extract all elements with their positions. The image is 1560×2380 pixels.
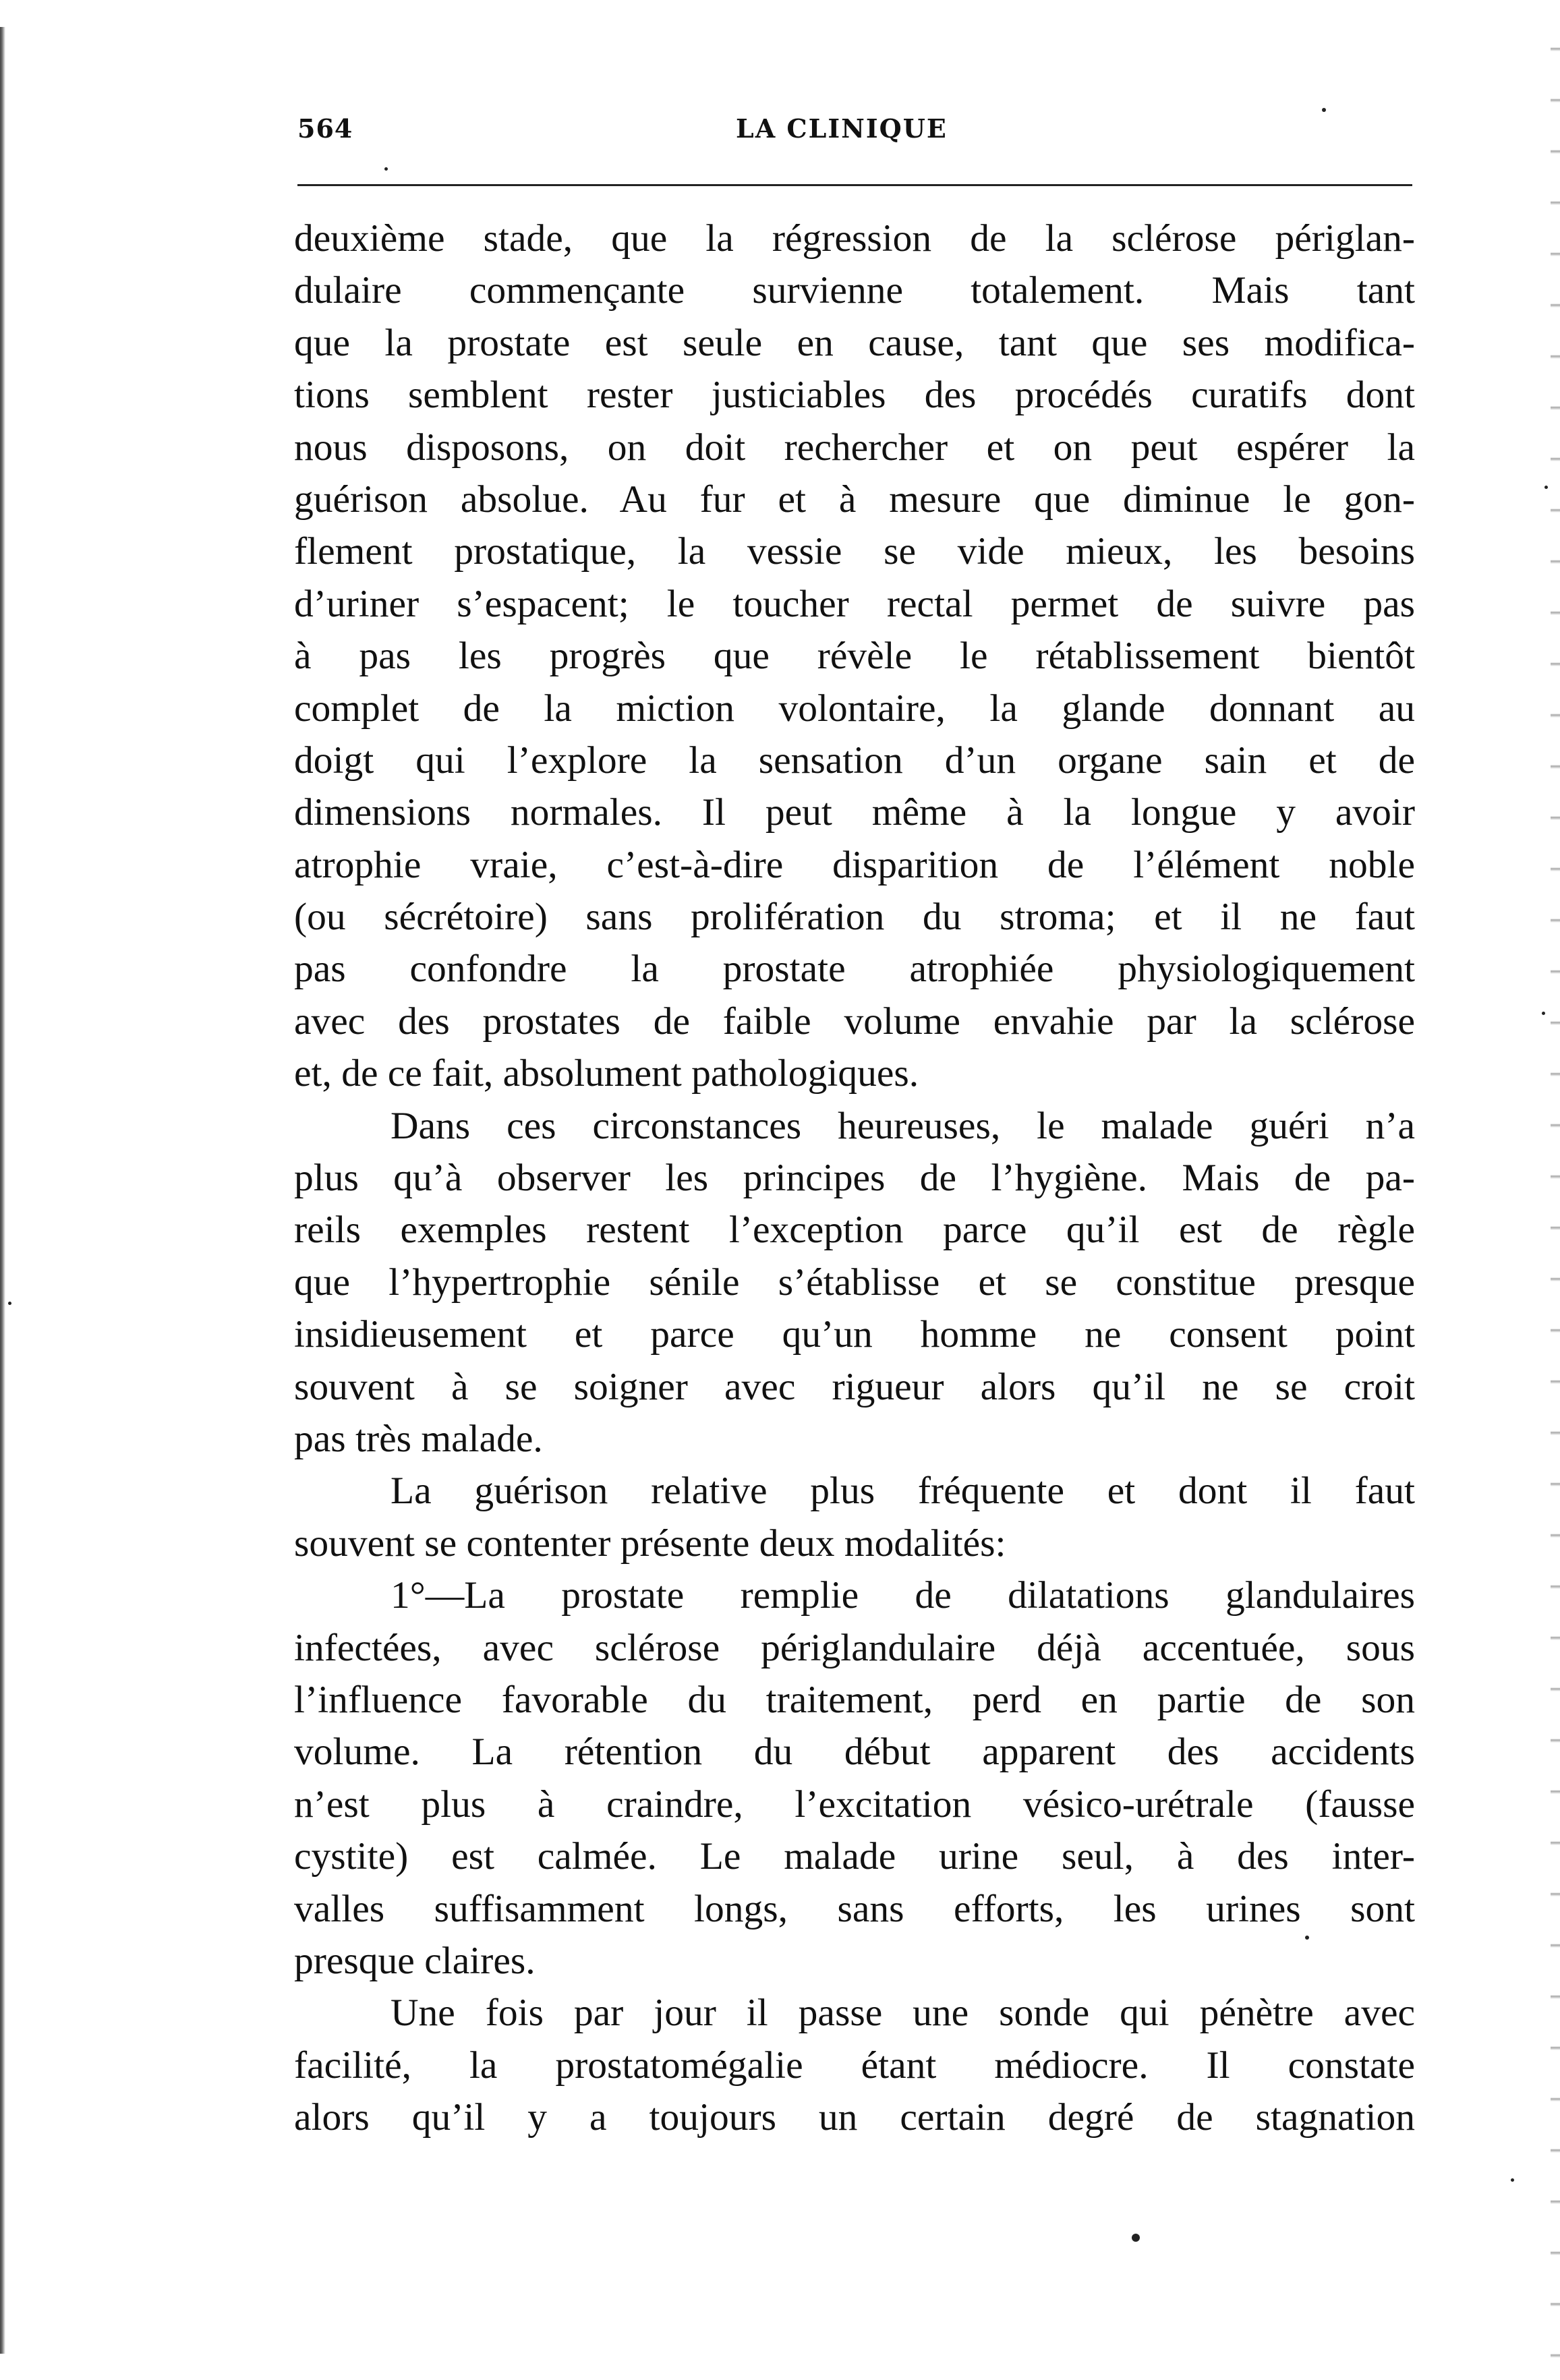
- text-line: insidieusement et parce qu’un homme ne consent point: [294, 1313, 1415, 1356]
- text-line: guérison absolue. Au fur et à mesure que diminue le gon-: [294, 477, 1415, 521]
- text-line: dulaire commençante survienne totalement. Mais tant: [294, 269, 1415, 312]
- text-line: d’uriner s’espacent; le toucher rectal permet de suivre pas: [294, 582, 1415, 625]
- ink-speck: [1322, 108, 1326, 112]
- text-line: complet de la miction volontaire, la glande donnant au: [294, 687, 1415, 730]
- text-line: dimensions normales. Il peut même à la longue y avoir: [294, 791, 1415, 834]
- page-number: 564: [297, 113, 353, 144]
- text-line: deuxième stade, que la régression de la sclérose périglan-: [294, 217, 1415, 260]
- text-line: l’influence favorable du traitement, perd en partie de son: [294, 1678, 1415, 1721]
- text-line: 1°—La prostate remplie de dilatations glandulaires: [391, 1574, 1415, 1617]
- header-rule: [297, 184, 1412, 186]
- text-line: tions semblent rester justiciables des procédés curatifs dont: [294, 374, 1415, 417]
- binding-shadow: [0, 27, 5, 2354]
- text-line: La guérison relative plus fréquente et dont il faut: [391, 1470, 1415, 1513]
- text-line: pas confondre la prostate atrophiée physiologiquement: [294, 948, 1415, 991]
- text-line: plus qu’à observer les principes de l’hygiène. Mais de pa-: [294, 1157, 1415, 1200]
- page-edge-shadow: [1551, 0, 1560, 2380]
- ink-speck: [8, 1302, 11, 1305]
- text-line: avec des prostates de faible volume envahie par la sclérose: [294, 999, 1415, 1043]
- text-line: facilité, la prostatomégalie étant médiocre. Il constate: [294, 2043, 1415, 2087]
- text-line: pas très malade.: [294, 1417, 543, 1460]
- text-line: Une fois par jour il passe une sonde qui pénètre avec: [391, 1992, 1415, 2035]
- text-line: cystite) est calmée. Le malade urine seul, à des inter-: [294, 1835, 1415, 1878]
- text-line: doigt qui l’explore la sensation d’un organe sain et de: [294, 738, 1415, 782]
- text-line: nous disposons, on doit rechercher et on peut espérer la: [294, 426, 1415, 469]
- text-line: infectées, avec sclérose périglandulaire déjà accentuée, sous: [294, 1626, 1415, 1669]
- ink-speck: [1542, 1012, 1545, 1015]
- ink-speck: [1511, 2178, 1514, 2182]
- text-line: volume. La rétention du début apparent des accidents: [294, 1731, 1415, 1774]
- text-line: que l’hypertrophie sénile s’établisse et se constitue presque: [294, 1260, 1415, 1304]
- ink-speck: [384, 167, 388, 171]
- ink-speck: [1305, 1936, 1309, 1940]
- text-line: à pas les progrès que révèle le rétablissement bientôt: [294, 635, 1415, 678]
- text-line: souvent à se soigner avec rigueur alors qu’il ne se croit: [294, 1365, 1415, 1408]
- text-line: valles suffisamment longs, sans efforts, les urines sont: [294, 1887, 1415, 1930]
- text-line: que la prostate est seule en cause, tant que ses modifica-: [294, 321, 1415, 364]
- text-line: alors qu’il y a toujours un certain degré de stagnation: [294, 2096, 1415, 2139]
- text-line: Dans ces circonstances heureuses, le malade guéri n’a: [391, 1104, 1415, 1147]
- page-header: [297, 113, 1412, 154]
- text-line: reils exemples restent l’exception parce qu’il est de règle: [294, 1209, 1415, 1252]
- text-line: (ou sécrétoire) sans prolifération du stroma; et il ne faut: [294, 896, 1415, 939]
- text-line: n’est plus à craindre, l’excitation vésico-urétrale (fausse: [294, 1782, 1415, 1826]
- text-line: souvent se contenter présente deux modalités:: [294, 1521, 1006, 1565]
- text-line: atrophie vraie, c’est-à-dire disparition de l’élément noble: [294, 843, 1415, 886]
- text-line: et, de ce fait, absolument pathologiques.: [294, 1052, 919, 1095]
- body-text: [294, 212, 1415, 2143]
- text-line: flement prostatique, la vessie se vide mieux, les besoins: [294, 530, 1415, 573]
- ink-speck: [1132, 2234, 1140, 2242]
- running-title: LA CLINIQUE: [736, 113, 948, 144]
- ink-speck: [1544, 486, 1548, 489]
- text-line: presque claires.: [294, 1939, 536, 1982]
